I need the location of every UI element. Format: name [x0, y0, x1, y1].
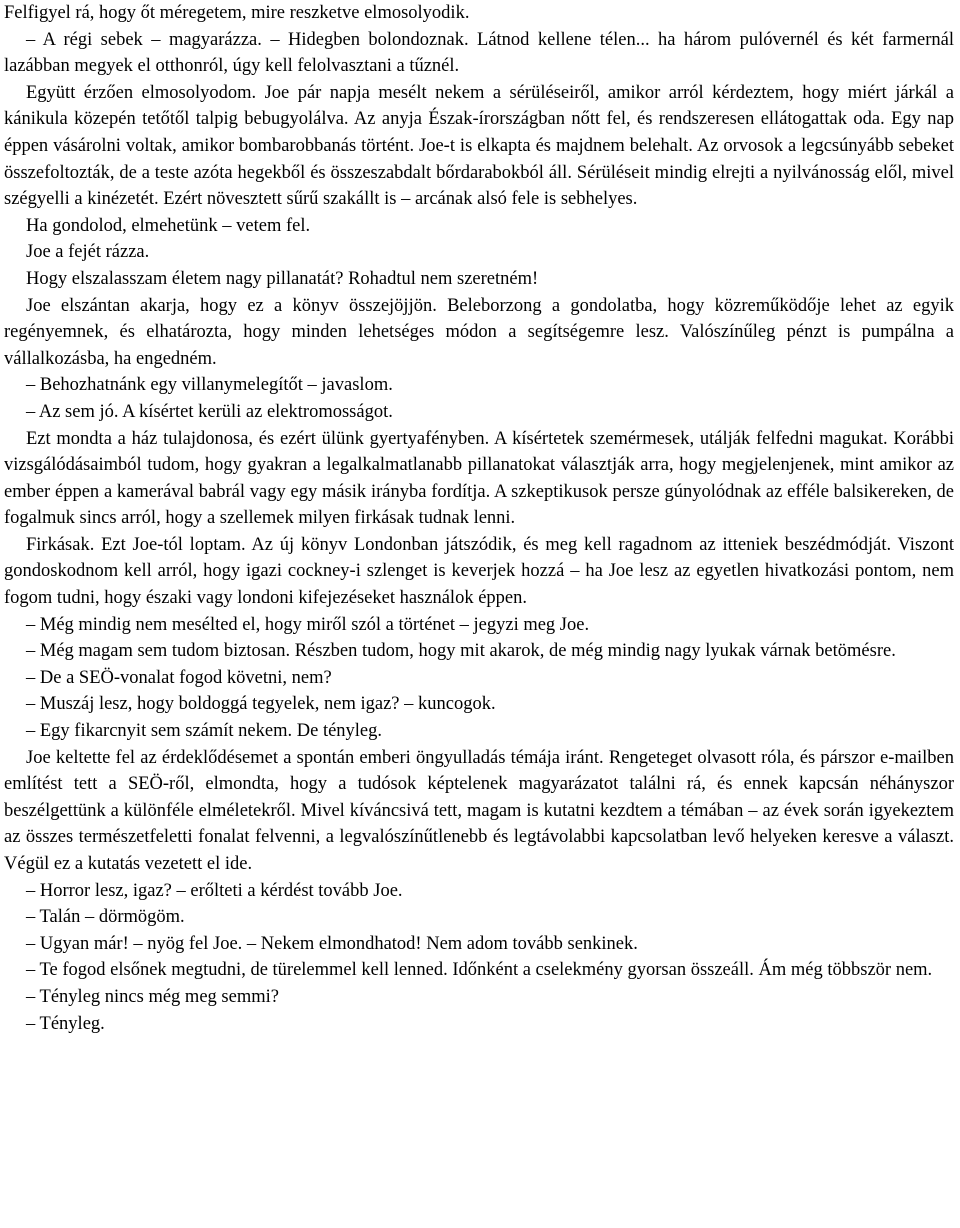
paragraph: Ha gondolod, elmehetünk – vetem fel.	[26, 215, 311, 236]
paragraph: Joe elszántan akarja, hogy ez a könyv összejöjjön. Beleborzong a gondolatba, hogy közreműködője lehet az egyik regényemnek, és elhatározta, hogy minden lehetséges módon a segítségemre lesz. Valószínűleg pénzt is pumpálna a vállalkozásba, ha engedném.	[4, 295, 954, 369]
paragraph: – Ugyan már! – nyög fel Joe. – Nekem elmondhatod! Nem adom tovább senkinek.	[26, 933, 638, 954]
paragraph: – Te fogod elsőnek megtudni, de türelemmel kell lenned. Időnként a cselekmény gyorsan összeáll. Ám még többször nem.	[26, 960, 933, 981]
paragraph: – Talán – dörmögöm.	[26, 907, 185, 928]
paragraph: – Muszáj lesz, hogy boldoggá tegyelek, nem igaz? – kuncogok.	[26, 694, 496, 715]
paragraph: Ezt mondta a ház tulajdonosa, és ezért ülünk gyertyafényben. A kísértetek szemérmesek, utálják felfedni magukat. Korábbi vizsgálódásaimból tudom, hogy gyakran a legalkalmatlanabb pillanatokat választják arra, hogy megjelenjenek, mint amikor az ember éppen a kamerával babrál vagy egy másik irányba fordítja. A szkeptikusok persze gúnyolódnak az efféle balsikereken, de fogalmuk sincs arról, hogy a szellemek milyen firkásak tudnak lenni.	[4, 428, 954, 529]
paragraph: Együtt érzően elmosolyodom. Joe pár napja mesélt nekem a sérüléseiről, amikor arról kérdeztem, hogy miért járkál a kánikula közepén tetőtől talpig bebugyolálva. Az anyja Észak-írországban nőtt fel, és rendszeresen ellátogattak oda. Egy nap éppen vásárolni voltak, amikor bombarobbanás történt. Joe-t is elkapta és majdnem belehalt. Az orvosok a legcsúnyább sebeket összefoltozták, de a teste azóta hegekből és összeszabdalt bőrdarabokból áll. Sérüléseit mindig elrejti a nyilvánosság elől, mivel szégyelli a kinézetét. Ezért növesztett sűrű szakállt is – arcának alsó fele is sebhelyes.	[4, 82, 954, 210]
paragraph: – Az sem jó. A kísértet kerüli az elektromosságot.	[26, 401, 393, 422]
paragraph: Felfigyel rá, hogy őt méregetem, mire reszketve elmosolyodik.	[4, 3, 470, 23]
paragraph: – De a SEÖ-vonalat fogod követni, nem?	[26, 667, 332, 688]
paragraph: – A régi sebek – magyarázza. – Hidegben bolondoznak. Látnod kellene télen... ha három pulóvernél és két farmernál lazábban megyek el otthonról, úgy kell felolvasztani a tűznél.	[4, 29, 954, 77]
paragraph: – Behozhatnánk egy villanymelegítőt – javaslom.	[26, 375, 393, 396]
paragraph: – Egy fikarcnyit sem számít nekem. De tényleg.	[26, 721, 383, 742]
paragraph: Joe keltette fel az érdeklődésemet a spontán emberi öngyulladás témája iránt. Rengeteget olvasott róla, és párszor e-mailben említést tett a SEÖ-ről, elmondta, hogy a tudósok képtelenek magyarázatot találni rá, és ennek kapcsán néhányszor beszélgettünk a különféle elméletekről. Mivel kíváncsivá tett, magam is kutatni kezdtem a témában – az évek során igyekeztem az összes természetfeletti fonalat felvenni, a legvalószínűtlenebb és legtávolabbi kapcsolatban levő helyeken keresve a választ. Végül ez a kutatás vezetett el ide.	[4, 747, 954, 874]
paragraph: – Horror lesz, igaz? – erőlteti a kérdést tovább Joe.	[26, 880, 403, 901]
paragraph: – Még mindig nem mesélted el, hogy miről szól a történet – jegyzi meg Joe.	[26, 614, 590, 635]
paragraph: Firkásak. Ezt Joe-tól loptam. Az új könyv Londonban játszódik, és meg kell ragadnom az itteniek beszédmódját. Viszont gondoskodnom kell arról, hogy igazi cockney-i szlenget is keverjek hozzá – ha Joe lesz az egyetlen hivatkozási pontom, nem fogom tudni, hogy északi vagy londoni kifejezéseket használok éppen.	[4, 534, 954, 609]
paragraph: Joe a fejét rázza.	[26, 242, 150, 263]
paragraph: – Még magam sem tudom biztosan. Részben tudom, hogy mit akarok, de még mindig nagy lyukak várnak betömésre.	[26, 641, 896, 662]
paragraph: – Tényleg.	[26, 1013, 105, 1034]
paragraph: Hogy elszalasszam életem nagy pillanatát? Rohadtul nem szeretném!	[26, 268, 539, 289]
paragraph: – Tényleg nincs még meg semmi?	[26, 986, 279, 1007]
